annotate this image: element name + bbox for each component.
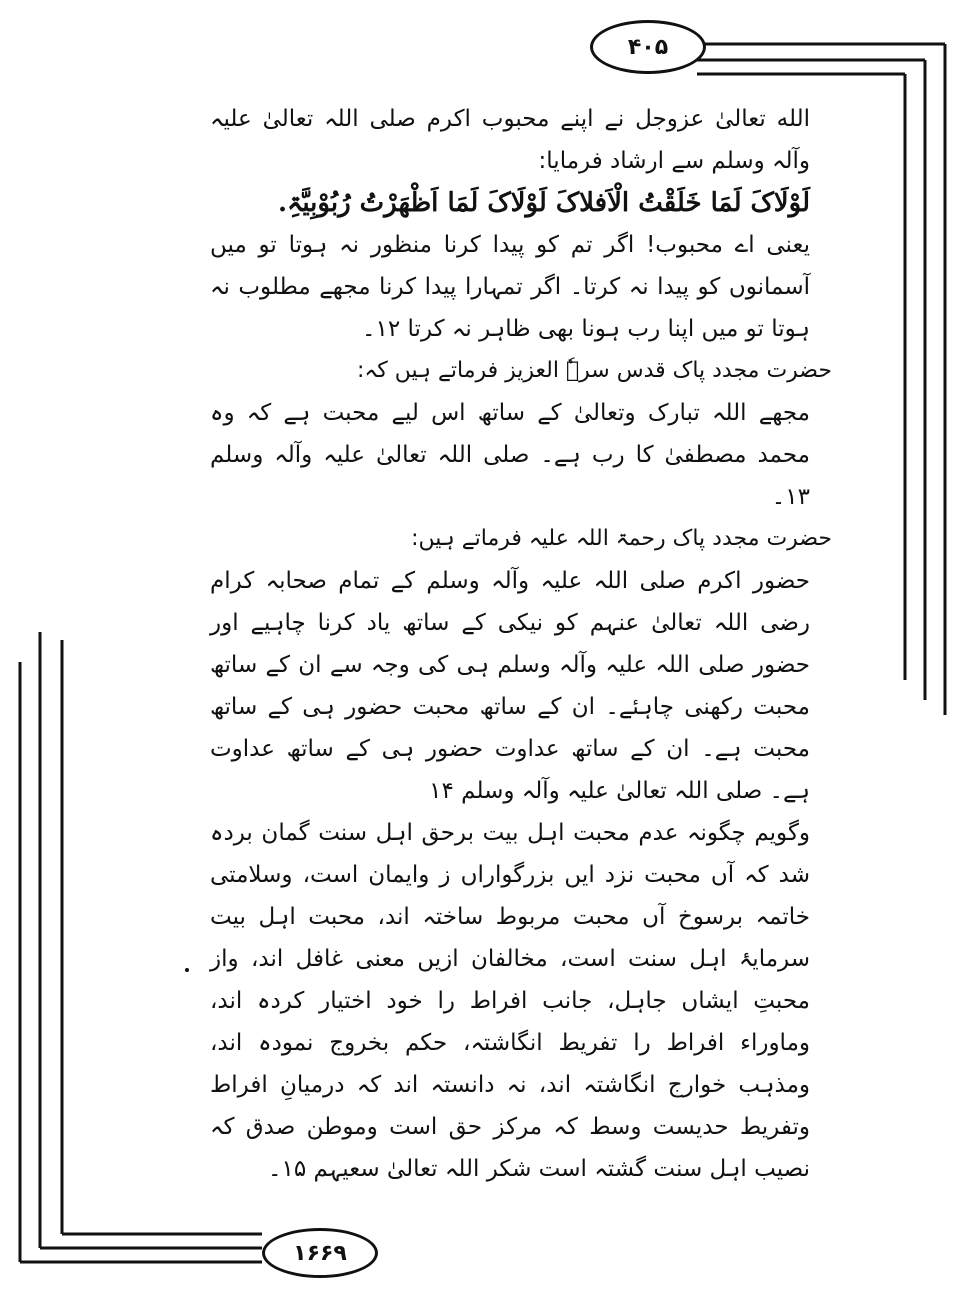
paragraph-persian-quote: وگویم چگونہ عدم محبت اہل بیت برحق اہل سنت گمان بردہ شد کہ آں محبت نزد ایں بزرگواراں ز وایمان است، وسلامتی خاتمہ برسوخ آں محبت مربوط ساختہ اند، محبت اہل بیت سرمایۂ اہل سنت است، مخالفان ازیں معنی غافل اند، واز محبتِ ایشاں جاہل، جانب افراط را خود اختیار کردہ اند، وماوراء افراط را تفریط انگاشتہ، حکم بخروج نمودہ اند، ومذہب خوارج انگاشتہ اند، نہ دانستہ اند کہ درمیانِ افراط وتفریط حدیست وسط کہ مرکز حق است وموطن صدق کہ نصیب اہل سنت گشتہ است شکر اللہ تعالیٰ سعیہم ۱۵۔ xyxy=(210,820,810,1182)
paragraph-translation: یعنی اے محبوب! اگر تم کو پیدا کرنا منظور نہ ہوتا تو میں آسمانوں کو پیدا نہ کرتا۔ اگر تمہارا پیدا کرنا مجھے مطلوب نہ ہوتا تو میں اپنا رب ہونا بھی ظاہر نہ کرتا ۱۲۔ xyxy=(210,232,810,342)
bottom-page-number: ۱۶۶۹ xyxy=(262,1228,378,1278)
stray-dot xyxy=(185,968,189,972)
top-page-number: ۴۰۵ xyxy=(590,20,706,74)
paragraph-companions: حضور اکرم صلی اللہ علیہ وآلہ وسلم کے تمام صحابہ کرام رضی اللہ تعالیٰ عنہم کو نیکی کے ساتھ یاد کرنا چاہیے اور حضور صلی اللہ علیہ وآلہ وسلم ہی کی وجہ سے ان کے ساتھ محبت رکھنی چاہئے۔ ان کے ساتھ محبت حضور ہی کے ساتھ محبت ہے۔ ان کے ساتھ عداوت حضور ہی کے ساتھ عداوت ہے۔ صلی اللہ تعالیٰ علیہ وآلہ وسلم ۱۴ xyxy=(210,568,810,804)
heading-mujaddid-2: حضرت مجدد پاک رحمۃ اللہ علیہ فرماتے ہیں: xyxy=(411,526,832,551)
page-body xyxy=(210,98,832,1190)
arabic-quote: لَوْلَاکَ لَمَا خَلَقْتُ الْاَفلاکَ لَوْلَاکَ لَمَا اَظْهَرْتُ رُبُوْبِیَّۃِ. xyxy=(278,188,810,218)
heading-mujaddid-1: حضرت مجدد پاک قدس سرہٗ العزیز فرماتے ہیں کہ: xyxy=(356,358,832,383)
paragraph-love-of-allah: مجھے اللہ تبارک وتعالیٰ کے ساتھ اس لیے محبت ہے کہ وہ محمد مصطفیٰ کا رب ہے۔ صلی اللہ تعالیٰ علیہ وآلہ وسلم ۱۳۔ xyxy=(210,400,810,510)
paragraph-intro: الله تعالیٰ عزوجل نے اپنے محبوب اکرم صلی اللہ تعالیٰ علیہ وآلہ وسلم سے ارشاد فرمایا: xyxy=(210,106,810,174)
